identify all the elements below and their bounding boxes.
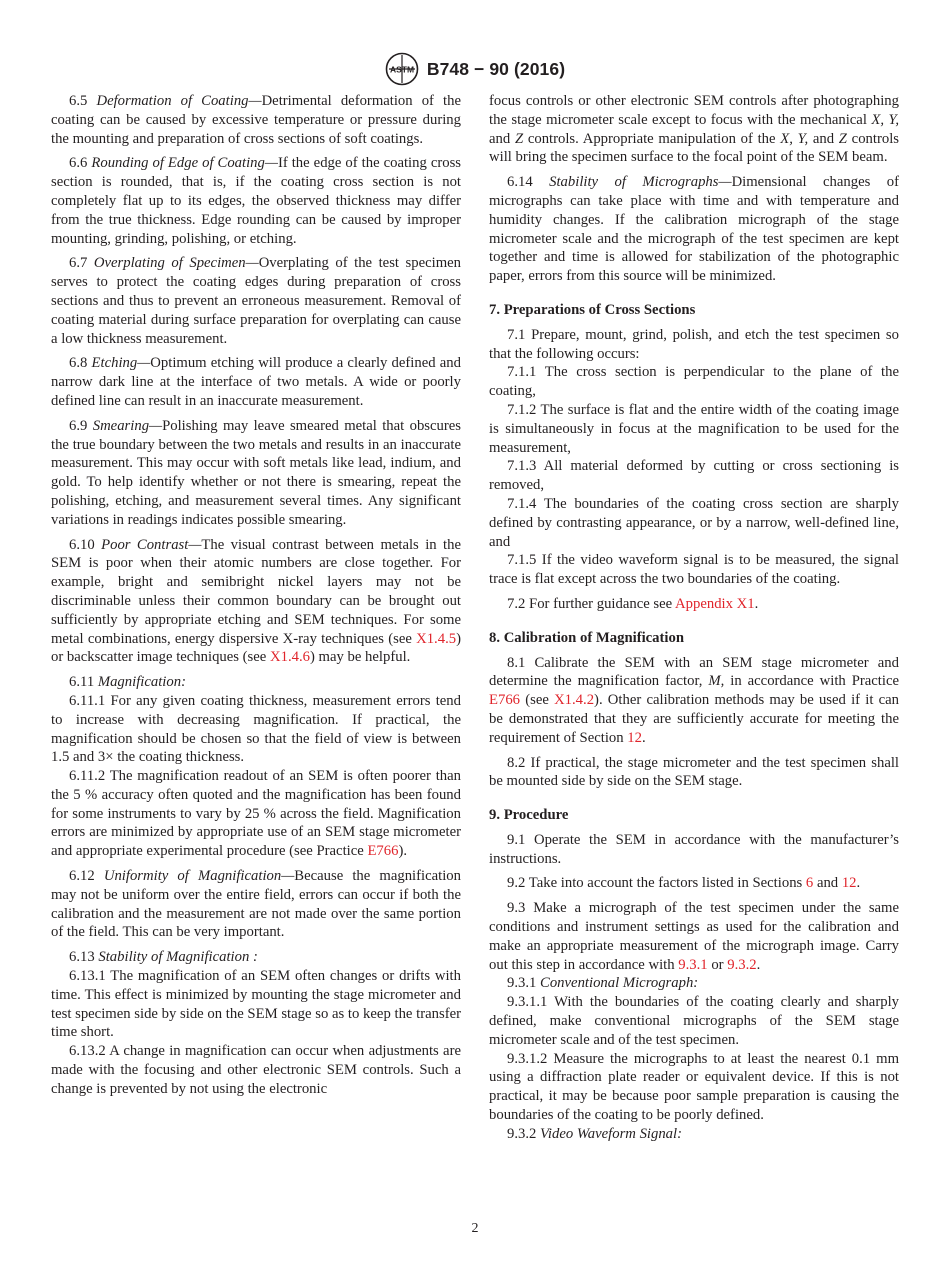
section-heading-8: 8. Calibration of Magnification (489, 629, 685, 646)
paragraph-8-2: 8.2 If practical, the stage micrometer and the test specimen shall be mounted side by side on the SEM stage. (489, 754, 899, 790)
paragraph-7-1-4: 7.1.4 The boundaries of the coating cross section are sharply defined by contrasting appearance, or by a narrow, well-defined line, and (489, 495, 899, 550)
paragraph-7-1-5: 7.1.5 If the video waveform signal is to be measured, the signal trace is flat except across the two boundaries of the coating. (489, 552, 899, 588)
paragraph-6-10: 6.10 Poor Contrast—The visual contrast between metals in the SEM is poor when their atomic numbers are close together. For example, bright and semibright nickel layers may not be discriminable unless their common boundary can be brought out sufficiently by appropriate etching and SEM techniques. For some metal combinations, energy dispersive X-ray techniques (see X1.4.5) or backscatter image techniques (see X1.4.6) may be helpful. (51, 536, 461, 666)
ref-link-9-3-2[interactable]: 9.3.2 (727, 956, 757, 973)
right-column (489, 92, 899, 1144)
ref-link-e766[interactable]: E766 (489, 692, 521, 709)
ref-link-x1-4-6[interactable]: X1.4.6 (270, 649, 310, 666)
paragraph-6-6: 6.6 Rounding of Edge of Coating—If the edge of the coating cross section is rounded, that is, if the coating cross section is not completely flat up to its edges, the observed thickness may differ from the true thickness. Edge rounding can be caused by improper mounting, grinding, polishing, or etching. (51, 155, 462, 247)
paragraph-7-1-2: 7.1.2 The surface is flat and the entire width of the coating image is simultaneously in focus at the magnification to be used for the measurement, (489, 401, 899, 456)
paragraph-continuation: focus controls or other electronic SEM controls after photographing the stage micrometer scale except to focus with the mechanical X, Y, and Z controls. Appropriate manipulation of the X, Y, and Z controls will bring the specimen surface to the focal point of the SEM beam. (489, 93, 899, 166)
paragraph-7-1: 7.1 Prepare, mount, grind, polish, and etch the test specimen so that the following occurs: (489, 326, 899, 362)
logo-text: ASTM (389, 64, 414, 75)
paragraph-6-7: 6.7 Overplating of Specimen—Overplating of the test specimen serves to protect the coating edges during preparation of cross sections and thus to prevent an erroneous measurement. Removal of coating material during surface preparation for overplating can cause a low thickness measurement. (51, 255, 461, 347)
section-heading-9: 9. Procedure (489, 807, 569, 824)
left-column (51, 92, 461, 1099)
paragraph-7-1-3: 7.1.3 All material deformed by cutting or cross sectioning is removed, (489, 458, 899, 494)
ref-link-9-3-1[interactable]: 9.3.1 (678, 956, 708, 973)
paragraph-6-13-2: 6.13.2 A change in magnification can occur when adjustments are made with the focusing and other electronic SEM controls. Such a change is prevented by not using the electronic (51, 1043, 461, 1097)
paragraph-6-9: 6.9 Smearing—Polishing may leave smeared metal that obscures the true boundary between the two metals and results in an inaccurate measurement. This may occur with soft metals like lead, indium, and gold. To help identify whether or not there is smearing, repeat the polishing, etching, and measurement several times. Any significant variations in readings indicates possible smearing. (51, 417, 462, 528)
document-id: B748 − 90 (2016) (426, 58, 566, 79)
ref-link-x1-4-5[interactable]: X1.4.5 (416, 630, 457, 647)
section-heading-7: 7. Preparations of Cross Sections (489, 301, 696, 318)
paragraph-9-3-1: 9.3.1 Conventional Micrograph: (507, 975, 699, 992)
ref-link-section-12[interactable]: 12 (841, 875, 857, 892)
paragraph-8-1: 8.1 Calibrate the SEM with an SEM stage micrometer and determine the magnification factor, M, in accordance with Practice E766 (see X1.4.2). Other calibration methods may be used if it can be demonstrated that they are sufficiently accurate for meeting the requirement of Section 12. (489, 654, 899, 746)
page-number: 2 (471, 1221, 479, 1236)
paragraph-6-8: 6.8 Etching—Optimum etching will produce a clearly defined and narrow dark line at the interface of two metals. A wide or poorly defined line can result in an inaccurate measurement. (51, 355, 461, 409)
paragraph-6-11-2: 6.11.2 The magnification readout of an SEM is often poorer than the 5 % accuracy often quoted and the magnification has been found for some instruments to vary by 25 % across the field. Magnification errors are minimized by appropriate use of an SEM stage micrometer and appropriate experimental procedure (see Practice E766). (51, 768, 461, 860)
paragraph-6-13: 6.13 Stability of Magnification : (69, 949, 258, 966)
paragraph-9-3-1-1: 9.3.1.1 With the boundaries of the coating clearly and sharply defined, make conventional micrographs of the SEM stage micrometer scale and of the test specimen. (489, 994, 899, 1048)
ref-link-section-12[interactable]: 12 (627, 729, 642, 746)
paragraph-9-3-2: 9.3.2 Video Waveform Signal: (507, 1125, 683, 1142)
page-header (0, 52, 950, 86)
paragraph-6-13-1: 6.13.1 The magnification of an SEM often changes or drifts with time. This effect is minimized by mounting the stage micrometer and test specimen side by side on the SEM stage so as to keep the transfer time short. (51, 968, 461, 1041)
astm-logo-icon (385, 52, 419, 86)
paragraph-9-2: 9.2 Take into account the factors listed in Sections 6 and 12. (507, 875, 861, 892)
ref-link-appendix-x1[interactable]: Appendix X1 (675, 595, 755, 612)
paragraph-7-2: 7.2 For further guidance see Appendix X1. (507, 595, 759, 612)
paragraph-9-1: 9.1 Operate the SEM in accordance with the manufacturer’s instructions. (489, 831, 899, 867)
paragraph-6-12: 6.12 Uniformity of Magnification—Because the magnification may not be uniform over the entire field, errors can occur if both the calibration and the measurement are not made over the same portion of the field. This can be very important. (51, 868, 461, 941)
ref-link-e766[interactable]: E766 (367, 843, 399, 860)
paragraph-6-11-1: 6.11.1 For any given coating thickness, measurement errors tend to increase with decreasing magnification. If practical, the magnification should be chosen so that the field of view is between 1.5 and 3× the coating thickness. (51, 692, 461, 766)
paragraph-9-3: 9.3 Make a micrograph of the test specimen under the same conditions and instrument settings as used for the calibration and make an appropriate measurement of the micrograph image. Carry out this step in accordance with 9.3.1 or 9.3.2. (489, 900, 900, 973)
paragraph-6-5: 6.5 Deformation of Coating—Detrimental deformation of the coating can be caused by excessive temperature or pressure during the mounting and preparation of cross sections of soft coatings. (51, 93, 462, 147)
ref-link-section-6[interactable]: 6 (805, 875, 814, 892)
paragraph-7-1-1: 7.1.1 The cross section is perpendicular to the plane of the coating, (489, 364, 899, 400)
ref-link-x1-4-2[interactable]: X1.4.2 (554, 692, 595, 709)
paragraph-9-3-1-2: 9.3.1.2 Measure the micrographs to at least the nearest 0.1 mm using a diffraction plate reader or equivalent device. If this is not practical, it may be because poor sample preparation is causing the boundaries of the coating to be poorly defined. (489, 1050, 899, 1124)
paragraph-6-11: 6.11 Magnification: (69, 674, 186, 691)
paragraph-6-14: 6.14 Stability of Micrographs—Dimensional changes of micrographs can take place with time and with temperature and humidity changes. If the calibration micrograph of the stage micrometer scale and the micrograph of the test specimen are kept together and time is allowed for stabilization of the photographic paper, errors from this source will be minimized. (489, 174, 899, 285)
